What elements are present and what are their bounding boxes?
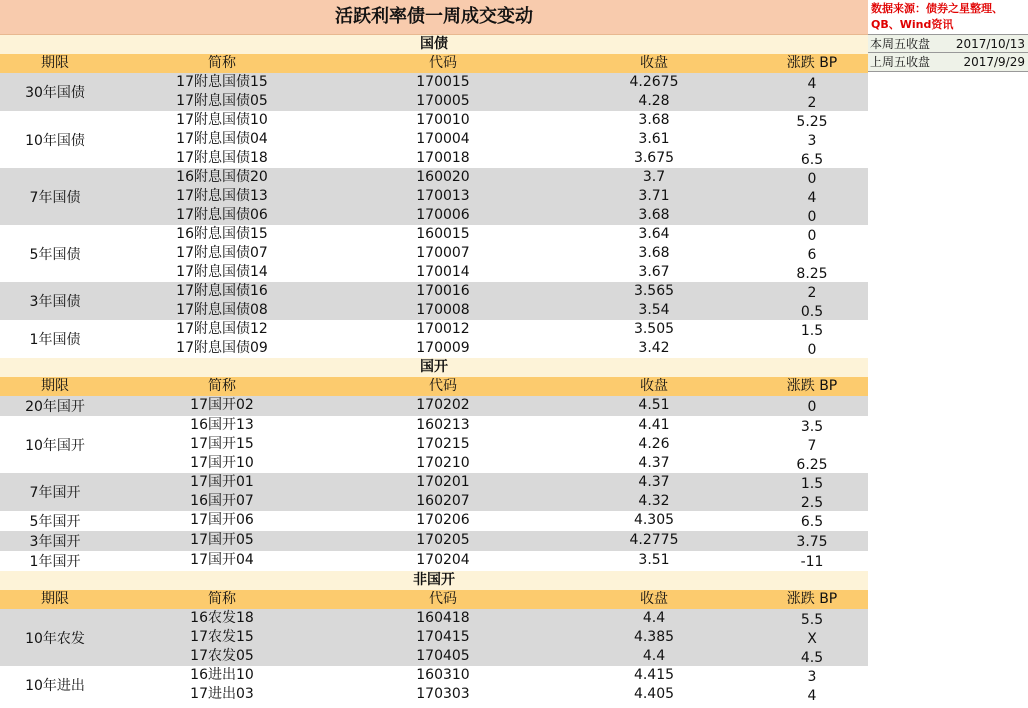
term-label: 1年国开 bbox=[29, 554, 81, 570]
bond-name: 16进出10 bbox=[190, 667, 254, 683]
close-yield: 4.385 bbox=[633, 629, 675, 645]
table-row bbox=[110, 511, 868, 530]
term-label: 3年国开 bbox=[29, 534, 81, 550]
bond-name: 17国开02 bbox=[190, 397, 254, 413]
term-group bbox=[0, 609, 868, 666]
term-label: 7年国开 bbox=[29, 485, 81, 501]
bond-code: 170018 bbox=[416, 150, 470, 166]
term-group bbox=[0, 473, 868, 511]
close-yield: 4.28 bbox=[638, 93, 670, 109]
header-close: 收盘 bbox=[640, 378, 668, 394]
term-label: 20年国开 bbox=[25, 399, 85, 415]
table-row bbox=[110, 282, 868, 301]
summary-row-this-friday bbox=[868, 34, 1028, 53]
close-yield: 3.61 bbox=[638, 131, 670, 147]
summary-label: 上周五收盘 bbox=[870, 55, 931, 69]
close-yield: 3.71 bbox=[638, 188, 670, 204]
table-body bbox=[0, 35, 868, 704]
group-rows bbox=[110, 168, 868, 225]
table-row bbox=[110, 647, 868, 666]
term-group bbox=[0, 396, 868, 416]
bond-code: 170210 bbox=[416, 455, 470, 471]
group-rows bbox=[110, 416, 868, 473]
bond-name: 17附息国债09 bbox=[176, 340, 268, 356]
change-bp: X bbox=[807, 631, 817, 647]
close-yield: 4.2675 bbox=[629, 74, 679, 90]
term-label: 5年国开 bbox=[29, 514, 81, 530]
term-group bbox=[0, 416, 868, 473]
close-yield: 3.7 bbox=[642, 169, 666, 185]
term-group bbox=[0, 666, 868, 704]
table-row bbox=[110, 130, 868, 149]
bond-name: 17附息国债06 bbox=[176, 207, 268, 223]
header-code: 代码 bbox=[429, 591, 457, 607]
bond-code: 170204 bbox=[416, 552, 470, 568]
table-row bbox=[110, 339, 868, 358]
summary-date: 2017/9/29 bbox=[963, 55, 1025, 69]
close-yield: 4.4 bbox=[642, 648, 666, 664]
header-name: 简称 bbox=[208, 55, 236, 71]
bond-name: 16国开07 bbox=[190, 493, 254, 509]
close-yield: 3.505 bbox=[633, 321, 675, 337]
header-term: 期限 bbox=[41, 591, 69, 607]
table-row bbox=[110, 320, 868, 339]
bond-code: 170015 bbox=[416, 74, 470, 90]
bond-name: 16农发18 bbox=[190, 610, 254, 626]
bond-name: 17国开10 bbox=[190, 455, 254, 471]
change-bp: 4.5 bbox=[800, 650, 824, 666]
bond-code: 170215 bbox=[416, 436, 470, 452]
bond-code: 170006 bbox=[416, 207, 470, 223]
change-bp: 3.5 bbox=[800, 419, 824, 435]
close-yield: 4.32 bbox=[638, 493, 670, 509]
change-bp: 0 bbox=[807, 171, 817, 187]
term-label: 10年国债 bbox=[25, 132, 85, 149]
term-label: 10年国开 bbox=[25, 437, 85, 454]
term-group bbox=[0, 168, 868, 225]
bond-name: 17附息国债07 bbox=[176, 245, 268, 261]
close-yield: 4.415 bbox=[633, 667, 675, 683]
table-row bbox=[110, 416, 868, 435]
table-row bbox=[110, 628, 868, 647]
bond-name: 17附息国债14 bbox=[176, 264, 268, 280]
bond-code: 170004 bbox=[416, 131, 470, 147]
table-row bbox=[110, 492, 868, 511]
table-row bbox=[110, 225, 868, 244]
change-bp: 0 bbox=[807, 209, 817, 225]
header-term: 期限 bbox=[41, 55, 69, 71]
bond-code: 160213 bbox=[416, 417, 470, 433]
close-yield: 3.565 bbox=[633, 283, 675, 299]
data-source-note: 数据来源：债券之星整理、QB、Wind资讯 bbox=[868, 0, 1028, 34]
page-title: 活跃利率债一周成交变动 bbox=[0, 0, 868, 35]
bond-code: 170206 bbox=[416, 512, 470, 528]
bond-code: 160207 bbox=[416, 493, 470, 509]
change-bp: 5.5 bbox=[800, 612, 824, 628]
bond-name: 17国开04 bbox=[190, 552, 254, 568]
term-group bbox=[0, 551, 868, 571]
bond-code: 170405 bbox=[416, 648, 470, 664]
bond-name: 17国开15 bbox=[190, 436, 254, 452]
bond-name: 17农发05 bbox=[190, 648, 254, 664]
group-rows bbox=[110, 111, 868, 168]
change-bp: 0 bbox=[807, 399, 817, 415]
term-group bbox=[0, 282, 868, 320]
change-bp: 0.5 bbox=[800, 304, 824, 320]
header-name: 简称 bbox=[208, 591, 236, 607]
header-change: 涨跌 BP bbox=[786, 55, 838, 71]
group-rows bbox=[110, 551, 868, 571]
bond-name: 17国开05 bbox=[190, 532, 254, 548]
change-bp: 6.25 bbox=[796, 457, 828, 473]
bond-name: 16附息国债15 bbox=[176, 226, 268, 242]
change-bp: 6.5 bbox=[800, 514, 824, 530]
bond-name: 17附息国债13 bbox=[176, 188, 268, 204]
section-title: 国开 bbox=[0, 358, 868, 377]
term-label: 10年进出 bbox=[25, 678, 85, 694]
change-bp: 5.25 bbox=[796, 114, 828, 130]
close-yield: 3.42 bbox=[638, 340, 670, 356]
close-yield: 3.51 bbox=[638, 552, 670, 568]
group-rows bbox=[110, 531, 868, 551]
bond-code: 170201 bbox=[416, 474, 470, 490]
table-row bbox=[110, 263, 868, 282]
change-bp: 6.5 bbox=[800, 152, 824, 168]
bond-code: 170014 bbox=[416, 264, 470, 280]
close-yield: 4.41 bbox=[638, 417, 670, 433]
bond-code: 170016 bbox=[416, 283, 470, 299]
bond-code: 160015 bbox=[416, 226, 470, 242]
column-header-row bbox=[0, 377, 868, 396]
bond-code: 170013 bbox=[416, 188, 470, 204]
change-bp: 0 bbox=[807, 342, 817, 358]
bond-code: 170202 bbox=[416, 397, 470, 413]
change-bp: -11 bbox=[800, 554, 824, 570]
bond-code: 170205 bbox=[416, 532, 470, 548]
bond-code: 160020 bbox=[416, 169, 470, 185]
change-bp: 0 bbox=[807, 228, 817, 244]
column-header-row bbox=[0, 590, 868, 609]
table-row bbox=[110, 609, 868, 628]
term-label: 30年国债 bbox=[25, 85, 85, 101]
close-yield: 4.26 bbox=[638, 436, 670, 452]
close-yield: 3.68 bbox=[638, 112, 670, 128]
close-yield: 3.67 bbox=[638, 264, 670, 280]
bond-code: 170415 bbox=[416, 629, 470, 645]
header-close: 收盘 bbox=[640, 55, 668, 71]
close-yield: 4.51 bbox=[638, 397, 670, 413]
bond-code: 160418 bbox=[416, 610, 470, 626]
term-label: 10年农发 bbox=[25, 630, 85, 647]
table-row bbox=[110, 396, 868, 415]
close-yield: 4.37 bbox=[638, 474, 670, 490]
table-row bbox=[110, 149, 868, 168]
bond-name: 17附息国债10 bbox=[176, 112, 268, 128]
header-code: 代码 bbox=[429, 378, 457, 394]
header-code: 代码 bbox=[429, 55, 457, 71]
table-row bbox=[110, 301, 868, 320]
bond-name: 17附息国债08 bbox=[176, 302, 268, 318]
group-rows bbox=[110, 282, 868, 320]
change-bp: 2 bbox=[807, 285, 817, 301]
header-change: 涨跌 BP bbox=[786, 378, 838, 394]
bond-name: 17国开06 bbox=[190, 512, 254, 528]
bond-name: 17进出03 bbox=[190, 686, 254, 702]
summary-label: 本周五收盘 bbox=[870, 37, 931, 51]
change-bp: 3 bbox=[807, 669, 817, 685]
table-row bbox=[110, 244, 868, 263]
close-yield: 3.675 bbox=[633, 150, 675, 166]
change-bp: 4 bbox=[807, 190, 817, 206]
change-bp: 2.5 bbox=[800, 495, 824, 511]
term-label: 1年国债 bbox=[29, 332, 81, 348]
info-panel bbox=[868, 0, 1028, 72]
section-title: 国债 bbox=[0, 35, 868, 54]
close-yield: 3.54 bbox=[638, 302, 670, 318]
section-title: 非国开 bbox=[0, 571, 868, 590]
header-term: 期限 bbox=[41, 378, 69, 394]
term-group bbox=[0, 111, 868, 168]
table-row bbox=[110, 435, 868, 454]
bond-code: 170005 bbox=[416, 93, 470, 109]
bond-code: 170008 bbox=[416, 302, 470, 318]
table-row bbox=[110, 111, 868, 130]
bond-code: 170009 bbox=[416, 340, 470, 356]
term-group bbox=[0, 225, 868, 282]
group-rows bbox=[110, 320, 868, 358]
group-rows bbox=[110, 666, 868, 704]
bond-name: 17附息国债04 bbox=[176, 131, 268, 147]
header-close: 收盘 bbox=[640, 591, 668, 607]
bond-name: 16国开13 bbox=[190, 417, 254, 433]
bond-name: 17国开01 bbox=[190, 474, 254, 490]
bond-name: 16附息国债20 bbox=[176, 169, 268, 185]
group-rows bbox=[110, 473, 868, 511]
bond-code: 170010 bbox=[416, 112, 470, 128]
change-bp: 8.25 bbox=[796, 266, 828, 282]
change-bp: 4 bbox=[807, 76, 817, 92]
summary-row-last-friday bbox=[868, 53, 1028, 72]
bond-code: 170303 bbox=[416, 686, 470, 702]
bond-code: 170007 bbox=[416, 245, 470, 261]
term-group bbox=[0, 531, 868, 551]
change-bp: 3 bbox=[807, 133, 817, 149]
close-yield: 4.305 bbox=[633, 512, 675, 528]
table-row bbox=[110, 551, 868, 570]
bond-name: 17附息国债18 bbox=[176, 150, 268, 166]
bond-code: 170012 bbox=[416, 321, 470, 337]
table-row bbox=[110, 685, 868, 704]
table-row bbox=[110, 454, 868, 473]
change-bp: 6 bbox=[807, 247, 817, 263]
table-row bbox=[110, 187, 868, 206]
term-label: 5年国债 bbox=[29, 246, 81, 263]
table-row bbox=[110, 73, 868, 92]
bond-name: 17附息国债05 bbox=[176, 93, 268, 109]
close-yield: 3.68 bbox=[638, 245, 670, 261]
group-rows bbox=[110, 609, 868, 666]
summary-date: 2017/10/13 bbox=[955, 37, 1025, 51]
term-group bbox=[0, 73, 868, 111]
table-row bbox=[110, 206, 868, 225]
group-rows bbox=[110, 396, 868, 416]
change-bp: 1.5 bbox=[800, 476, 824, 492]
group-rows bbox=[110, 73, 868, 111]
bond-name: 17附息国债12 bbox=[176, 321, 268, 337]
header-name: 简称 bbox=[208, 378, 236, 394]
term-label: 3年国债 bbox=[29, 294, 81, 310]
close-yield: 3.64 bbox=[638, 226, 670, 242]
change-bp: 1.5 bbox=[800, 323, 824, 339]
group-rows bbox=[110, 511, 868, 531]
table-row bbox=[110, 473, 868, 492]
header-change: 涨跌 BP bbox=[786, 591, 838, 607]
term-group bbox=[0, 511, 868, 531]
term-group bbox=[0, 320, 868, 358]
column-header-row bbox=[0, 54, 868, 73]
table-row bbox=[110, 531, 868, 550]
bond-name: 17农发15 bbox=[190, 629, 254, 645]
change-bp: 7 bbox=[807, 438, 817, 454]
close-yield: 3.68 bbox=[638, 207, 670, 223]
table-row bbox=[110, 168, 868, 187]
close-yield: 4.2775 bbox=[629, 532, 679, 548]
close-yield: 4.4 bbox=[642, 610, 666, 626]
bond-code: 160310 bbox=[416, 667, 470, 683]
table-row bbox=[110, 92, 868, 111]
close-yield: 4.405 bbox=[633, 686, 675, 702]
bond-name: 17附息国债15 bbox=[176, 74, 268, 90]
term-label: 7年国债 bbox=[29, 189, 81, 206]
change-bp: 4 bbox=[807, 688, 817, 704]
close-yield: 4.37 bbox=[638, 455, 670, 471]
group-rows bbox=[110, 225, 868, 282]
change-bp: 2 bbox=[807, 95, 817, 111]
table-row bbox=[110, 666, 868, 685]
change-bp: 3.75 bbox=[796, 534, 828, 550]
bond-name: 17附息国债16 bbox=[176, 283, 268, 299]
